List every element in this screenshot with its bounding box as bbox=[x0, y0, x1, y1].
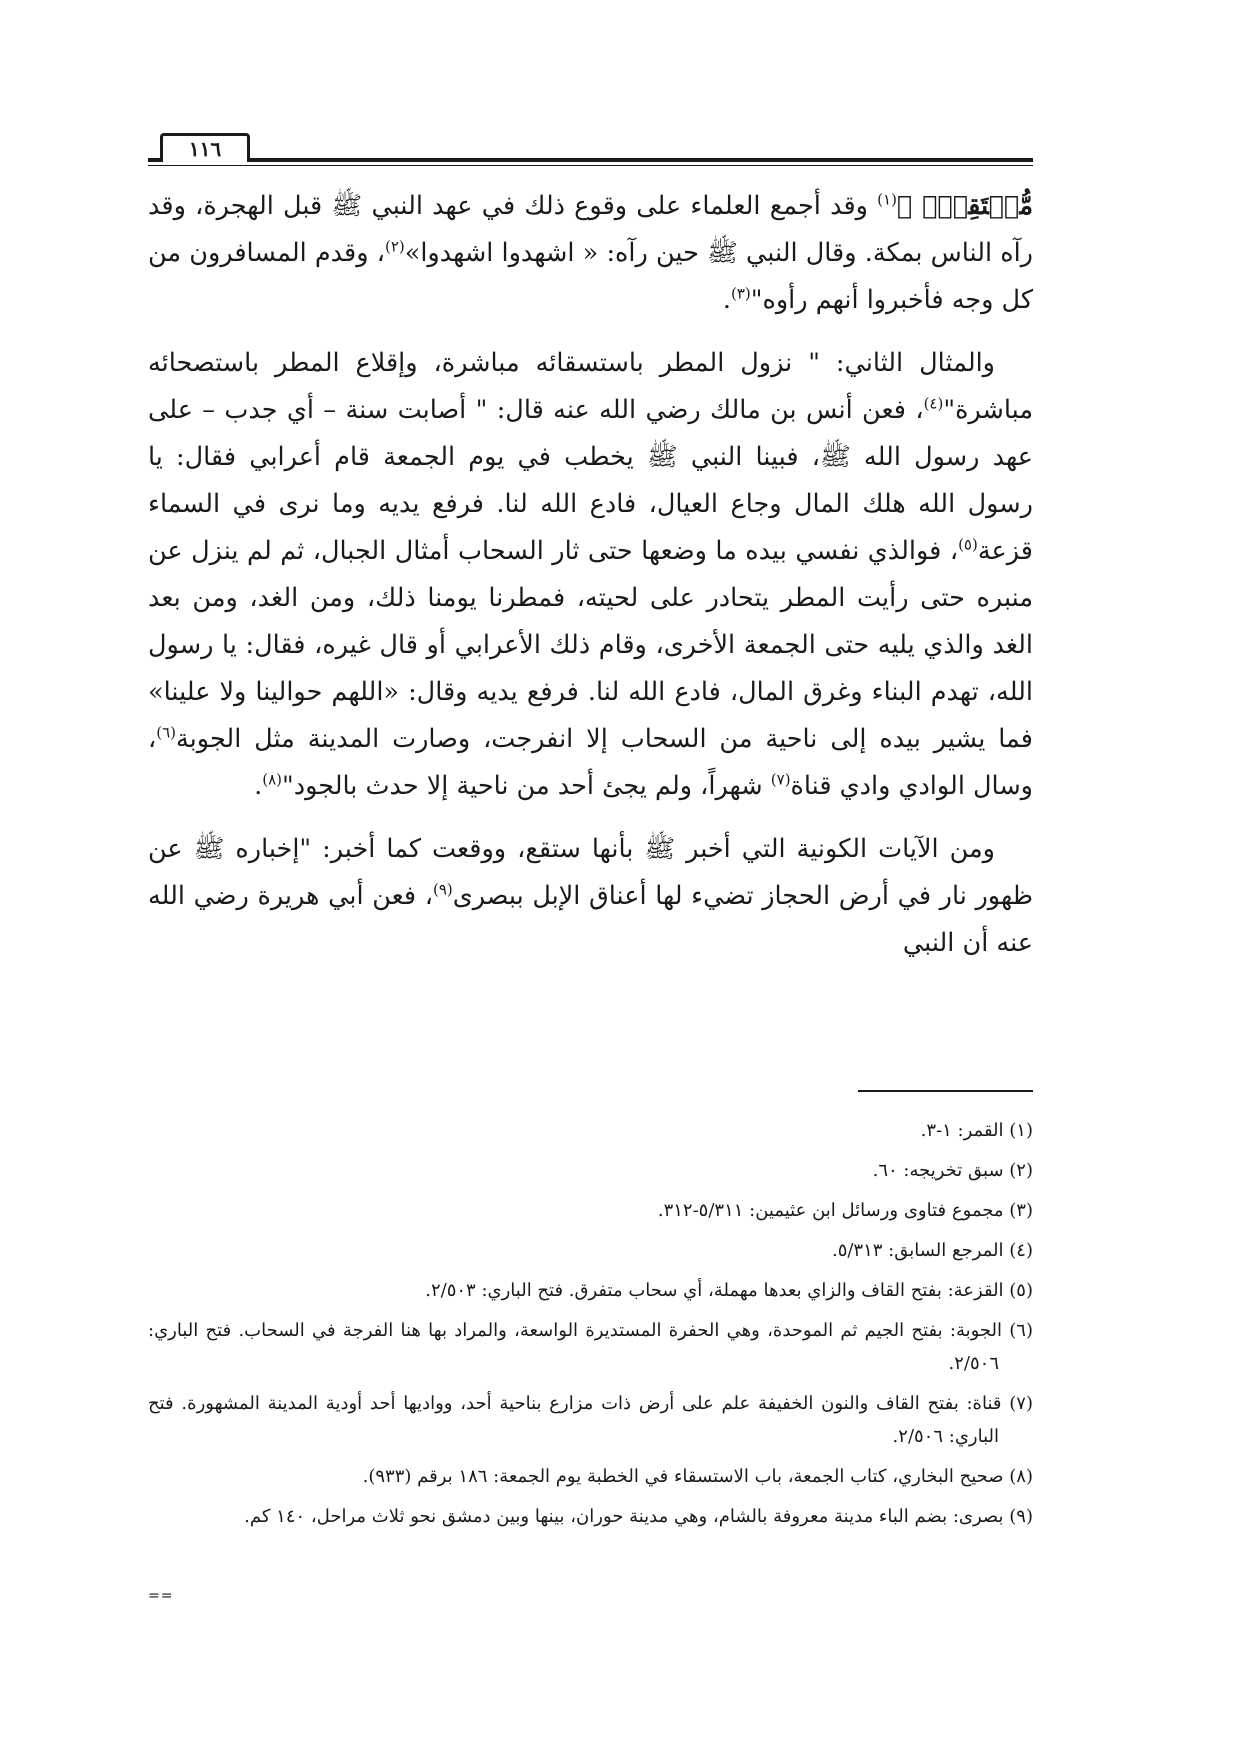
quran-verse-fragment: مُّسۡتَقِرّٞ ﴾ bbox=[896, 191, 1033, 221]
footnote-marker: (٨) bbox=[262, 770, 282, 789]
text-run: ، فوالذي نفسي بيده ما وضعها حتى ثار السحاب أمثال الجبال، ثم لم ينزل عن منبره حتى رأيت المطر يتحادر على لحيته، فمطرنا يومنا ذلك، ومن الغد، ومن بعد الغد والذي يليه حتى الجمعة الأخرى، وقام ذلك الأعرابي أو قال غيره، فقال: يا رسول الله، تهدم البناء وغرق المال، فادع الله لنا. فرفع يديه وقال: «اللهم حوالينا ولا علينا» فما يشير بيده إلى ناحية من السحاب إلا انفرجت، وصارت المدينة مثل الجوبة bbox=[148, 536, 1033, 754]
text-run: . bbox=[722, 285, 731, 315]
text-run: ، فعن أبي هريرة رضي الله عنه أن النبي bbox=[148, 881, 1033, 958]
footnote-separator bbox=[858, 1090, 1033, 1092]
text-run: ، وسال الوادي وادي قناة bbox=[148, 724, 1033, 801]
page-number: ١١٦ bbox=[160, 133, 250, 162]
footnote-marker: (٤) bbox=[923, 394, 944, 413]
footnote-9: (٩) بصرى: بضم الباء مدينة معروفة بالشام، وهي مدينة حوران، بينها وبين دمشق نحو ثلاث مراحل، ١٤٠ كم. bbox=[244, 1506, 1033, 1527]
footnote-8: (٨) صحيح البخاري، كتاب الجمعة، باب الاستسقاء في الخطبة يوم الجمعة: ١٨٦ برقم (٩٣٣). bbox=[362, 1466, 1033, 1487]
header-rule-thick bbox=[148, 158, 1033, 162]
footnote-6: (٦) الجوبة: بفتح الجيم ثم الموحدة، وهي الحفرة المستديرة الواسعة، والمراد بها هنا الفرجة في السحاب. فتح الباري: ٢/٥٠٦. bbox=[148, 1320, 1033, 1374]
body-text bbox=[148, 183, 1033, 983]
text-run: والمثال الثاني: " نزول المطر باستسقائه مباشرة، وإقلاع المطر باستصحائه مباشرة" bbox=[148, 348, 1033, 425]
text-run: ومن الآيات الكونية التي أخبر ﷺ بأنها ستقع، ووقعت كما أخبر: "إخباره ﷺ عن ظهور نار في أرض الحجاز تضيء لها أعناق الإبل ببصرى bbox=[148, 834, 1033, 911]
page-header bbox=[148, 128, 1033, 168]
footnote-marker: (١) bbox=[877, 190, 897, 209]
footnote-marker: (٥) bbox=[958, 535, 978, 554]
footnote-3: (٣) مجموع فتاوى ورسائل ابن عثيمين: ٥/٣١١-٣١٢. bbox=[657, 1200, 1033, 1221]
footnote-1: (١) القمر: ١-٣. bbox=[920, 1120, 1033, 1141]
footnote-marker: (٢) bbox=[384, 237, 405, 256]
paragraph-1 bbox=[148, 183, 1033, 324]
text-run: ، فعن أنس بن مالك رضي الله عنه قال: " أصابت سنة – أي جدب – على عهد رسول الله ﷺ، فبينا النبي ﷺ يخطب في يوم الجمعة قام أعرابي فقال: يا رسول الله هلك المال وجاع العيال، فادع الله لنا. فرفع يديه وما نرى في السماء قزعة bbox=[148, 395, 1033, 566]
text-run: ، وقدم المسافرون من كل وجه فأخبروا أنهم رأوه" bbox=[148, 238, 1033, 315]
footnote-4: (٤) المرجع السابق: ٥/٣١٣. bbox=[831, 1240, 1033, 1261]
footnote-marker: (٧) bbox=[770, 770, 791, 789]
text-run: . bbox=[254, 771, 263, 801]
paragraph-3 bbox=[148, 826, 1033, 967]
footnotes bbox=[148, 1114, 1033, 1540]
paragraph-2 bbox=[148, 340, 1033, 810]
header-rule-thin bbox=[148, 165, 1033, 166]
footnote-5: (٥) القزعة: بفتح القاف والزاي بعدها مهملة، أي سحاب متفرق. فتح الباري: ٢/٥٠٣. bbox=[425, 1280, 1033, 1301]
text-run: وقد أجمع العلماء على وقوع ذلك في عهد النبي ﷺ قبل الهجرة، وقد رآه الناس بمكة. وقال النبي ﷺ حين رآه: « اشهدوا اشهدوا» bbox=[148, 191, 1033, 268]
footnote-marker: (٣) bbox=[731, 284, 751, 303]
footnote-marker: (٩) bbox=[432, 880, 453, 899]
footnote-marker: (٦) bbox=[156, 723, 177, 742]
footnote-7: (٧) قناة: بفتح القاف والنون الخفيفة علم على أرض ذات مزارع بناحية أحد، وواديها أحد أودية المدينة المشهورة. فتح الباري: ٢/٥٠٦. bbox=[148, 1393, 1033, 1447]
footnote-2: (٢) سبق تخريجه: ٦٠. bbox=[872, 1160, 1033, 1181]
text-run: شهراً، ولم يجئ أحد من ناحية إلا حدث بالجود" bbox=[282, 771, 771, 801]
footer-mark: == bbox=[148, 1588, 174, 1604]
